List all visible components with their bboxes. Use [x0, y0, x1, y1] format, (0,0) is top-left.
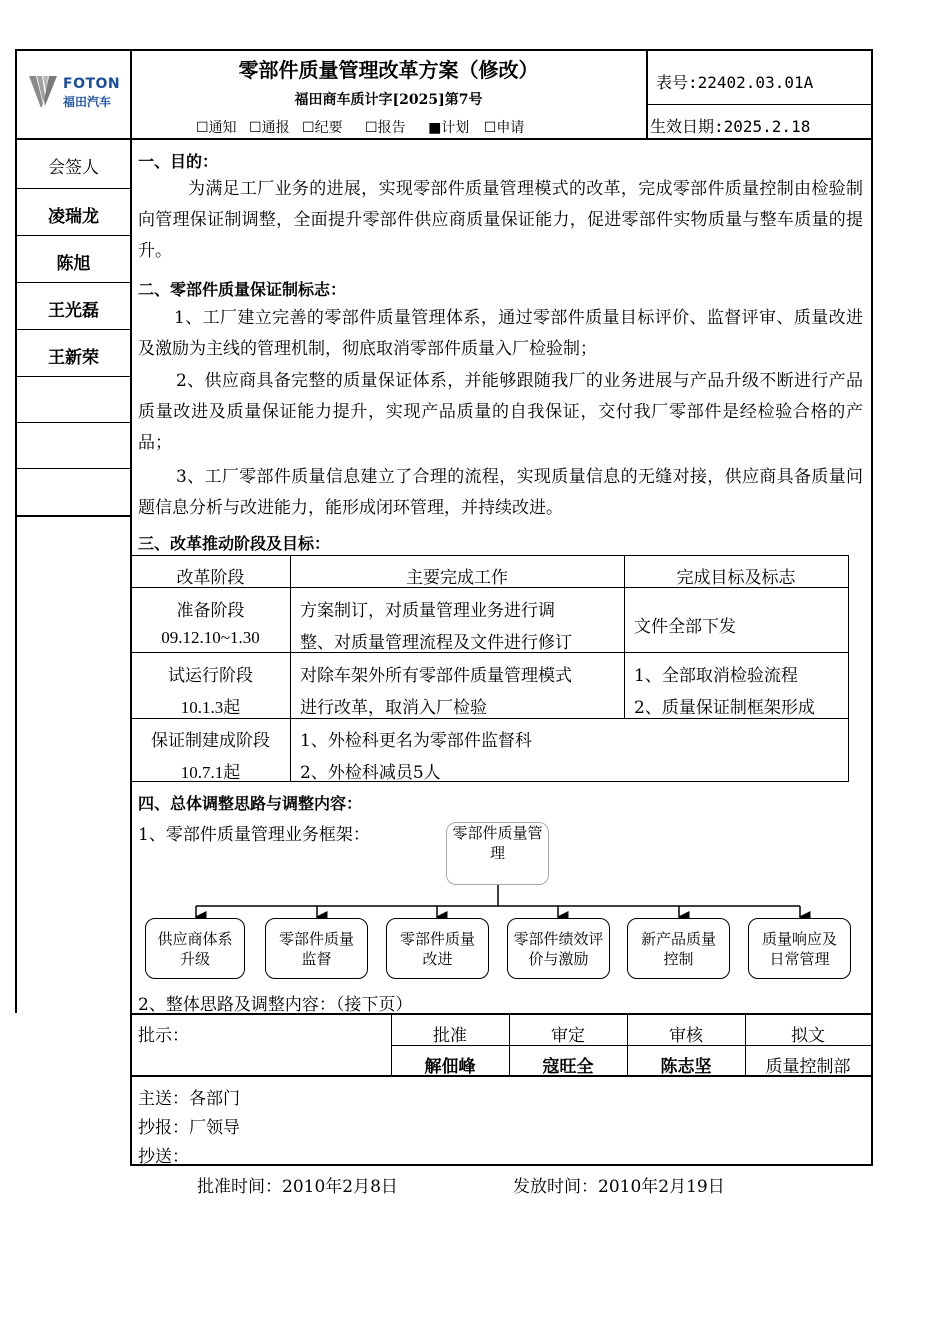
- section-2-point-2: 2、供应商具备完整的质量保证体系，并能够跟随我厂的业务进展与产品升级不断进行产品质量改进及质量保证能力提升，实现产品质量的自我保证，交付我厂零部件是经检验合格的产品；: [138, 371, 863, 453]
- approval-header: 拟文: [791, 1026, 825, 1046]
- signer-name: 王新荣: [48, 348, 99, 368]
- distribution-send: 主送：各部门: [138, 1089, 240, 1109]
- signer-name: 陈旭: [56, 254, 91, 274]
- approval-header: 批准: [433, 1026, 467, 1046]
- checkbox-icon: ☐: [196, 120, 209, 136]
- org-child-node: 零部件绩效评价与激励: [507, 918, 610, 979]
- stage-date: 10.1.3起: [180, 698, 241, 717]
- signer-name: 王光磊: [48, 301, 99, 321]
- stage-work: 方案制订，对质量管理业务进行调: [300, 601, 555, 621]
- doc-type-plan[interactable]: ■计划: [428, 120, 470, 136]
- doc-type-application[interactable]: ☐申请: [483, 120, 525, 136]
- effective-date: 生效日期:2025.2.18: [650, 117, 811, 136]
- approval-header: 审核: [669, 1026, 703, 1046]
- doc-number: 福田商车质计字[2025]第7号: [294, 92, 483, 108]
- stage-goal: 1、全部取消检验流程: [634, 666, 798, 686]
- stage-name: 准备阶段: [176, 601, 245, 621]
- approver-name: 陈志坚: [660, 1057, 712, 1077]
- distribution-copy: 抄送：: [138, 1147, 189, 1167]
- approval-header: 审定: [551, 1026, 585, 1046]
- org-child-node: 零部件质量改进: [386, 918, 489, 979]
- signers-label: 会签人: [48, 158, 99, 178]
- checkbox-icon: ☐: [483, 120, 497, 136]
- checkbox-icon: ☐: [302, 120, 315, 136]
- doc-type-bulletin[interactable]: ☐通报: [249, 120, 290, 136]
- section-1-title: 一、目的：: [138, 152, 219, 171]
- checkbox-checked-icon: ■: [428, 120, 442, 136]
- stage-work: 整、对质量管理流程及文件进行修订: [300, 633, 572, 653]
- section-3-title: 三、改革推动阶段及目标：: [138, 534, 331, 553]
- stage-work: 1、外检科更名为零部件监督科: [300, 731, 532, 751]
- section-2-point-3: 3、工厂零部件质量信息建立了合理的流程，实现质量信息的无缝对接，供应商具备质量问题信息分析与改进能力，能形成闭环管理，并持续改进。: [138, 467, 863, 518]
- checkbox-icon: ☐: [365, 120, 378, 136]
- stage-goal: 文件全部下发: [634, 617, 736, 637]
- checkbox-icon: ☐: [249, 120, 262, 136]
- approve-time: 批准时间：2010年2月8日: [197, 1177, 398, 1197]
- logo-text-en: FOTON: [63, 76, 121, 92]
- stage-name: 保证制建成阶段: [151, 731, 270, 751]
- page-title: 零部件质量管理改革方案（修改）: [238, 58, 539, 82]
- form-number: 表号:22402.03.01A: [656, 73, 814, 92]
- signer-name: 凌瑞龙: [48, 207, 99, 227]
- stage-work: 对除车架外所有零部件质量管理模式: [300, 666, 572, 686]
- stage-date: 10.7.1起: [180, 763, 241, 782]
- org-root-node: 零部件质量管理: [446, 822, 549, 885]
- stage-name: 试运行阶段: [168, 666, 253, 686]
- section-4-title: 四、总体调整思路与调整内容：: [138, 794, 363, 813]
- section-4-item-2: 2、整体思路及调整内容：（接下页）: [138, 995, 413, 1015]
- section-2-point-1: 1、工厂建立完善的零部件质量管理体系，通过零部件质量目标评价、监督评审、质量改进及激励为主线的管理机制，彻底取消零部件质量入厂检验制；: [138, 308, 863, 359]
- org-child-node: 新产品质量控制: [627, 918, 730, 979]
- drafter-name: 质量控制部: [765, 1057, 851, 1077]
- table-header: 改革阶段: [176, 568, 245, 588]
- section-2-title: 二、零部件质量保证制标志：: [138, 280, 347, 299]
- approver-name: 解佃峰: [424, 1057, 476, 1077]
- stage-goal: 2、质量保证制框架形成: [634, 698, 815, 718]
- logo-text-cn: 福田汽车: [63, 95, 112, 109]
- table-header: 主要完成工作: [406, 568, 508, 588]
- stage-work: 2、外检科减员5人: [300, 763, 441, 783]
- section-1-body: 为满足工厂业务的进展，实现零部件质量管理模式的改革，完成零部件质量控制由检验制向管理保证制调整，全面提升零部件供应商质量保证能力，促进零部件实物质量与整车质量的提升。: [138, 179, 863, 261]
- approval-label: 批示：: [138, 1026, 189, 1046]
- doc-type-report[interactable]: ☐报告: [365, 120, 406, 136]
- doc-type-notice[interactable]: ☐通知: [196, 120, 237, 136]
- issue-time: 发放时间：2010年2月19日: [513, 1177, 725, 1197]
- stage-work: 进行改革，取消入厂检验: [300, 698, 487, 718]
- approver-name: 寇旺全: [542, 1057, 594, 1077]
- table-header: 完成目标及标志: [676, 568, 796, 588]
- distribution-report: 抄报：厂领导: [138, 1118, 240, 1138]
- stage-date: 09.12.10~1.30: [161, 628, 260, 647]
- org-child-node: 质量响应及日常管理: [748, 918, 851, 979]
- org-child-node: 供应商体系升级: [145, 918, 245, 979]
- section-4-item-1: 1、零部件质量管理业务框架：: [138, 825, 370, 845]
- doc-type-minutes[interactable]: ☐纪要: [302, 120, 343, 136]
- org-child-node: 零部件质量监督: [265, 918, 368, 979]
